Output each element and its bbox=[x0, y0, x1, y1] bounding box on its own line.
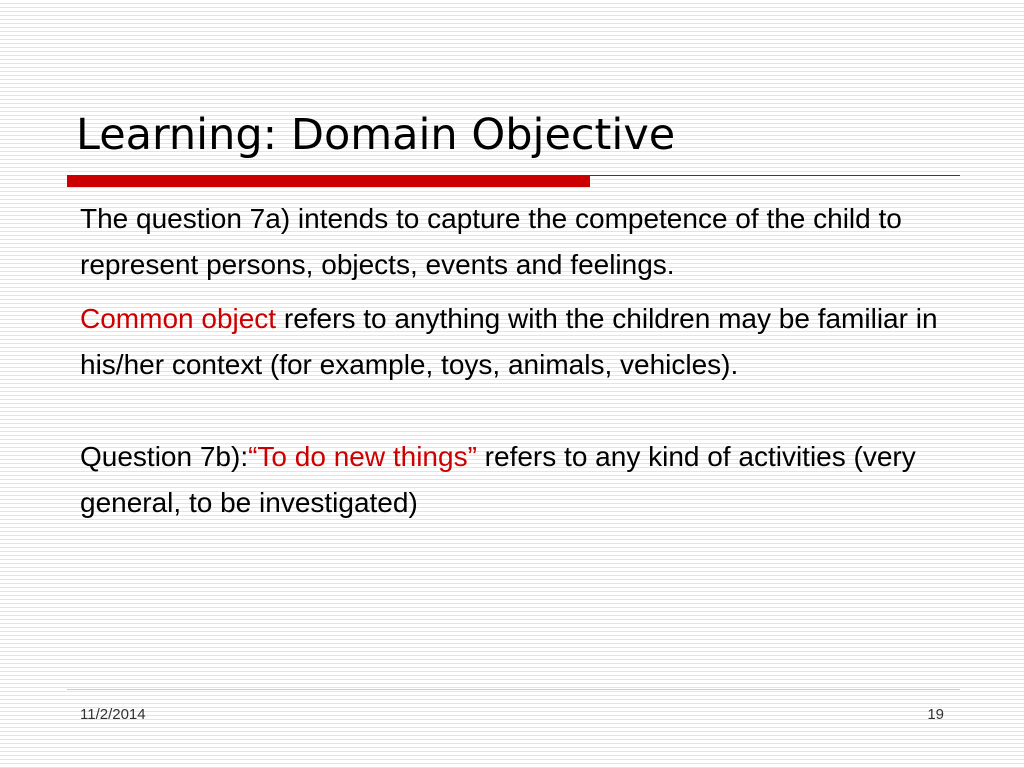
paragraph-7a bbox=[80, 196, 970, 288]
title-underline-accent bbox=[67, 175, 590, 187]
common-object-term: Common object bbox=[80, 303, 277, 334]
new-things-definition: refers to any kind of activities (very general, to be investigated) bbox=[80, 441, 916, 518]
footer-divider bbox=[67, 689, 960, 690]
title-underline-thin bbox=[590, 175, 960, 176]
paragraph-7a-text: The question 7a) intends to capture the competence of the child to represent persons, objects, events and feelings. bbox=[80, 203, 902, 280]
slide-body bbox=[80, 196, 970, 534]
paragraph-7b bbox=[80, 434, 970, 526]
new-things-term: “To do new things” bbox=[248, 441, 477, 472]
paragraph-common-object bbox=[80, 296, 970, 388]
question-7b-label: Question 7b): bbox=[80, 441, 249, 472]
footer-date: 11/2/2014 bbox=[80, 706, 146, 723]
slide-title: Learning: Domain Objective bbox=[76, 110, 676, 160]
page-number: 19 bbox=[927, 706, 944, 723]
common-object-definition: refers to anything with the children may be familiar in his/her context (for example, toys, animals, vehicles). bbox=[80, 303, 938, 380]
